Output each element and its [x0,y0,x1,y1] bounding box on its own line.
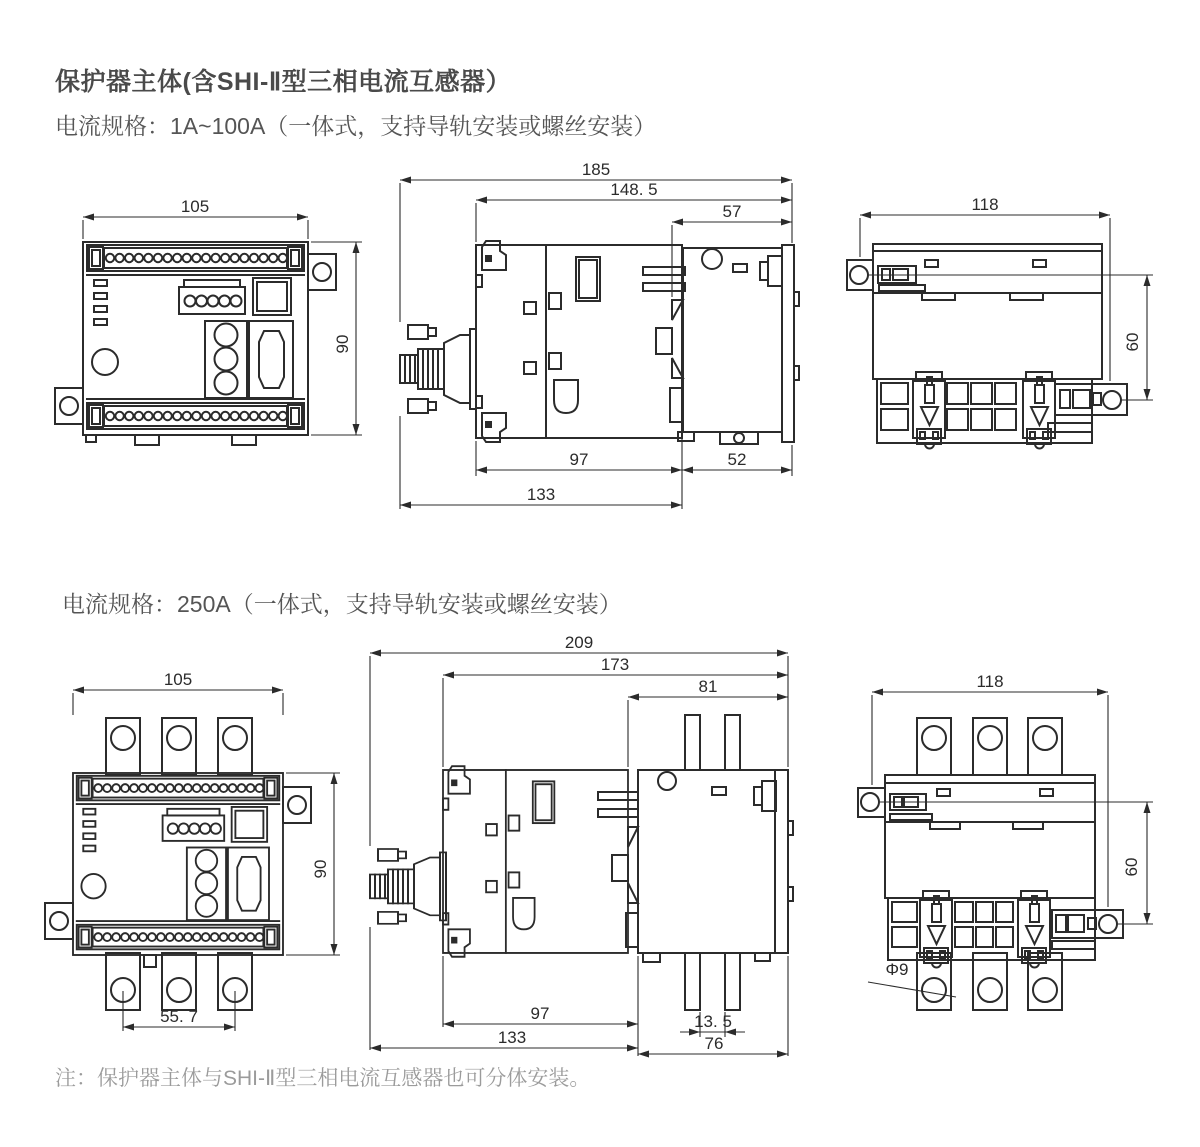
dim-250a-side-body: 97 [530,1004,550,1023]
dim-250a-front-width: 105 [163,670,193,689]
dim-250a-rear-width: 118 [976,672,1004,691]
rear-250a-dimension-lines [868,692,1153,997]
dim-100a-front-width: 105 [180,197,210,216]
dim-250a-front-busbar-spacing: 55. 7 [160,1007,198,1026]
dim-250a-front-height: 90 [311,859,330,879]
dim-100a-front-height: 90 [333,334,352,354]
rear-view-250a [840,665,1190,1035]
footnote: 注：保护器主体与SHI-Ⅱ型三相电流互感器也可分体安装。 [55,1067,591,1090]
side-view-250a [360,635,830,1065]
dim-250a-side-front: 133 [497,1028,527,1047]
dim-100a-rear-width: 118 [971,195,999,214]
side-100a-outline [400,241,799,444]
dim-100a-side-front: 133 [526,485,556,504]
front-100a-outline [55,242,336,445]
dim-100a-side-with-ct: 148. 5 [610,180,658,199]
rear-100a-dimension-lines [860,215,1153,400]
dim-100a-side-body: 97 [569,450,589,469]
spec-100a-label: 电流规格：1A~100A（一体式，支持导轨安装或螺丝安装） [55,113,657,139]
dim-100a-side-ct-top: 57 [722,202,742,221]
dim-100a-rear-hole-spacing: 60 [1123,332,1142,352]
dim-100a-side-ct-bottom: 52 [727,450,747,469]
rear-view-100a [840,192,1180,482]
front-250a-outline [45,718,311,1010]
dim-250a-rear-hole-diameter: Φ9 [885,960,909,979]
page-title: 保护器主体(含SHI-Ⅱ型三相电流互感器） [55,68,512,96]
front-view-250a [40,665,370,1060]
dim-100a-side-overall: 185 [581,160,611,179]
spec-250a-label: 电流规格：250A（一体式，支持导轨安装或螺丝安装） [62,591,622,617]
dim-250a-side-ct-bottom: 76 [704,1034,724,1053]
side-250a-outline [370,715,793,1010]
front-view-100a [50,192,380,492]
side-view-100a [390,160,820,520]
dim-250a-side-ct-top: 81 [698,677,718,696]
dim-250a-side-busbar-gap: 13. 5 [694,1012,732,1031]
front-250a-dimension-lines [73,690,340,1031]
dim-250a-side-with-ct: 173 [600,655,630,674]
dim-250a-side-overall: 209 [564,633,594,652]
dim-250a-rear-hole-spacing: 60 [1122,857,1141,877]
